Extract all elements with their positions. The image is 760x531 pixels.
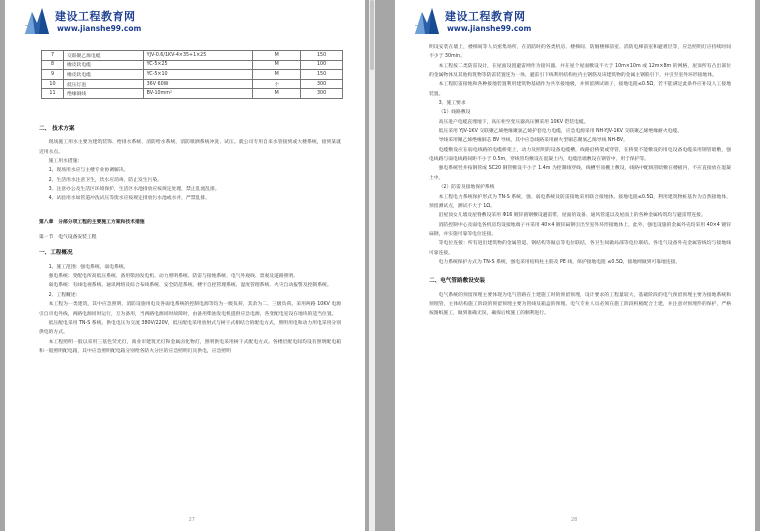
vertical-scrollbar[interactable] bbox=[369, 0, 375, 531]
paragraph: 电缆敷设应在弱电线路的电缆桥架上，动力及照明的设备电缆槽，线路沿桥架或穿管，在桥架不能敷设的用电设备电缆采用钢管暗敷，强电线路与弱电线路间距不小于 0.5m，穿线管均敷设在混凝土内，电缆沿墙敷设在钢管中，用于保护等。 bbox=[429, 147, 731, 163]
cell-qty: 100 bbox=[301, 60, 343, 70]
cell-no: 9 bbox=[42, 70, 64, 80]
paragraph: 低压配电采用 TN-S 系统，供电电压为交流 380V/220V，低压配电采用放射式与树干式相结合的配电方式，照明用电和动力用电采用分别供电的方式。 bbox=[39, 320, 341, 336]
paragraph: 2、工程概述： bbox=[48, 292, 81, 298]
list-item: 2、生活用水注意卫生，饮水应消毒，防止发生污染。 bbox=[48, 177, 162, 183]
paragraph: 电气系统的预留预埋主要体现为电气管路在土建施工时的预留预埋，设计要求的工程量较大，基础阶段的电气预留预埋主要为接地系统和预埋管，主体结构施工阶段的预留预埋主要为管线及箱盒的预埋。电气专业人员必须在施工阶段积极配合土建，并注意对预埋件的保护，严格按图纸施工，做到准确无误，确保后续施工的顺利进行。 bbox=[429, 292, 731, 317]
site-name: 建设工程教育网 bbox=[55, 10, 136, 23]
cell-name: 低压灯泡 bbox=[63, 79, 143, 89]
cell-unit: M bbox=[253, 89, 301, 99]
site-logo-icon bbox=[413, 6, 441, 36]
cell-qty: 300 bbox=[301, 79, 343, 89]
paragraph: 1、施工范围：强电系统、弱电系统。 bbox=[48, 264, 129, 270]
paragraph: （2）防雷及接地保护系统 bbox=[438, 185, 495, 191]
cell-no: 8 bbox=[42, 60, 64, 70]
cell-qty: 150 bbox=[301, 70, 343, 80]
cell-unit: 个 bbox=[253, 79, 301, 89]
paragraph: 低压采用 YJV-1KV 交联聚乙烯绝缘聚氯乙烯护套电力电缆，应急电源采用 NH-YJV-1KV 交联聚乙烯绝缘耐火电缆。 bbox=[438, 129, 683, 135]
paragraph: 强电系统竖井按钢管或 SC20 钢管敷设不小于 1.4m 为控制线穿线，线槽至顶棚上敷设，线路中配线管暗敷在楼板内，不应直接放在混凝土中。 bbox=[429, 166, 731, 181]
cell-spec: YC-5×25 bbox=[143, 60, 253, 70]
paragraph: 强电系统：变配电所高低压系统、备用柴油发电机、动力照明系统、防雷与接地系统、电气外观线、景观及道路照明。 bbox=[48, 274, 299, 280]
document-page-right bbox=[395, 0, 755, 531]
right-page-text bbox=[429, 43, 731, 319]
paragraph: 明设安装在墙上，楼梯间等人员密集场所，在消防时的各类机房、楼梯间、防烟楼梯前室、消防电梯前室和避难层等，应急照明灯应持续时间不少于 30min。 bbox=[429, 45, 731, 60]
document-page-left bbox=[5, 0, 365, 531]
cell-spec: 36V 60W bbox=[143, 79, 253, 89]
left-page-text bbox=[39, 118, 341, 356]
paragraph: 本工程防雷接地和各种接地装置利用建筑物基础作为共享接地极，并预留测试端子，接地电阻≤0.5Ω，若不能满足此条件应补设人工接地装置。 bbox=[429, 82, 731, 97]
paragraph: 本工程为一类建筑，其中应急照明、消防设施用电及各弱电系统的控制电源等均为一级负荷，其余为二、三级负荷。采用两路 10KV 电源引自市电外线，两路电源同时运行，互为备用，当两路电源同时故障时，由备用柴油发电机提供应急电源，各变配电室设在地块的适当位置。 bbox=[39, 302, 341, 317]
paragraph: 等电位连接：所有进出建筑物的金属管道、钢结构等做总等电位联结，各卫生间做局部等电位联结。各电气设备外壳金属管线均与接地线可靠连接。 bbox=[429, 241, 731, 256]
cell-name: 橡皮软电缆 bbox=[63, 70, 143, 80]
table-row bbox=[42, 89, 343, 99]
paragraph: 电力系统保护方式为 TN-S 系统，强电采用结构柱主筋及 PE 线，保护接地电阻 ≤0.5Ω，接地网做到可靠地连接。 bbox=[438, 259, 681, 265]
list-item: 3、注意办公及生活区环境保护，生活区水池排放应按规定处理，禁止乱流乱排。 bbox=[48, 187, 220, 193]
cell-no: 10 bbox=[42, 79, 64, 89]
site-url: www.jianshe99.com bbox=[447, 24, 532, 33]
table-row bbox=[42, 60, 343, 70]
cell-spec: BV-10mm² bbox=[143, 89, 253, 99]
page-number: 28 bbox=[571, 517, 578, 523]
paragraph: 本工程照明一般以采用三基色荧光灯，商业市建筑光灯和金属卤化物灯，照明供电采用树干式配电方式。各楼层配电间均设有照明配电箱和一般照明配电箱，其中应急照明配电箱分别给各防火分区的应急照明灯具供电，应急照明 bbox=[39, 339, 341, 354]
site-name: 建设工程教育网 bbox=[445, 10, 526, 23]
cell-spec: YC-5×10 bbox=[143, 70, 253, 80]
cell-no: 11 bbox=[42, 89, 64, 99]
paragraph: 高压进户电缆直埋地下，高压柜至变压器高压侧采用 10KV 铠装电缆。 bbox=[438, 119, 589, 125]
page-number: 27 bbox=[188, 517, 195, 523]
paragraph: 3、施工要求 bbox=[438, 101, 466, 107]
site-header bbox=[413, 4, 613, 44]
scrollbar-track[interactable] bbox=[369, 0, 375, 531]
materials-table bbox=[41, 50, 343, 99]
paragraph: 本工程电力系统保护形式为 TN-S 系统，强、弱电系统及防雷接地采用联合接地体，接地电阻≤0.5Ω，利用建筑物桩基作为自然接地体，预留测试点，测试不大于 1Ω。 bbox=[429, 194, 731, 209]
paragraph: 弱电系统：有线电视系统、通讯网络及综合布线系统、安全防范系统、楼宇自控管理系统、湿度管理系统、火灾自动报警及控制系统。 bbox=[48, 283, 332, 289]
cell-name: 交联聚乙烯电缆 bbox=[63, 51, 143, 61]
cell-unit: M bbox=[253, 51, 301, 61]
heading-technical-plan: 二、 技术方案 bbox=[39, 126, 75, 132]
heading-overview: 一、工程概况 bbox=[39, 250, 73, 257]
cell-qty: 300 bbox=[301, 89, 343, 99]
site-logo-icon bbox=[23, 6, 51, 36]
table-row bbox=[42, 79, 343, 89]
paragraph: 沿屋顶女儿墙及屋脊敷设采用 Φ16 镀锌圆钢敷设避雷带，屋面的设备、通风管道以及屋面上的各种金属构筑均与避雷带连接。 bbox=[438, 213, 706, 219]
cell-unit: M bbox=[253, 70, 301, 80]
paragraph: 导线采用聚乙烯绝缘铜芯 BV 导线，其中应急线路采用耐火型铜芯聚氯乙烯导线 NH-BV。 bbox=[438, 138, 628, 144]
paragraph: （1）线路敷设 bbox=[438, 110, 471, 116]
paragraph: 本工程按二类防雷设计，在屋面设置避雷网作为接闪器，并在屋个屋面敷设不大于 10m×10m 或 12m×8m 的网格，屋顶所有凸出部位的金属物体及其他构筑物等防雷装置连为一体，避雷引下线利用结构柱内主钢筋及该建筑物的金属主钢筋引下，并引至室外环形接地体。 bbox=[429, 63, 731, 79]
table-row bbox=[42, 70, 343, 80]
cell-name: 橡皮软电缆 bbox=[63, 60, 143, 70]
heading-conduit-install: 二、电气管路敷设安装 bbox=[429, 278, 485, 285]
cell-qty: 150 bbox=[301, 51, 343, 61]
section-title: 第一节 电气设备安装工程 bbox=[39, 235, 97, 241]
site-url: www.jianshe99.com bbox=[57, 24, 142, 33]
site-header bbox=[23, 4, 223, 44]
paragraph: 现场施工用水主要为建筑装饰、给排水系统、消防给水系统、消防喷洒系统冲洗、试压。就公司专用自来水管接到或大楼系统，接到某就近用水点。 bbox=[39, 140, 341, 155]
chapter-title: 第八章 分部分项工程的主要施工方案和技术措施 bbox=[39, 219, 145, 225]
paragraph: 消防控制中心及弱电各机房均设接地端子并采用 40×4 镀锌扁钢引出至室外环形接地体上，此外，强电设施的金属外壳均采用 40×4 镀锌扁钢，并实施可靠等电位连接。 bbox=[429, 222, 731, 237]
scrollbar-thumb[interactable] bbox=[370, 0, 374, 70]
cell-no: 7 bbox=[42, 51, 64, 61]
table-row bbox=[42, 51, 343, 61]
list-item: 1、现场用水应与主楼专业协调解决。 bbox=[48, 168, 129, 174]
list-item: 4、试验用水如管道冲洗试压等废水应按规定排放污水池或水井，严禁乱排。 bbox=[48, 196, 210, 202]
paragraph: 施工用水措施： bbox=[48, 159, 83, 165]
cell-unit: M bbox=[253, 60, 301, 70]
cell-spec: YJV-0.6/1KV-4×35+1×25 bbox=[143, 51, 253, 61]
cell-name: 绝缘铜线 bbox=[63, 89, 143, 99]
